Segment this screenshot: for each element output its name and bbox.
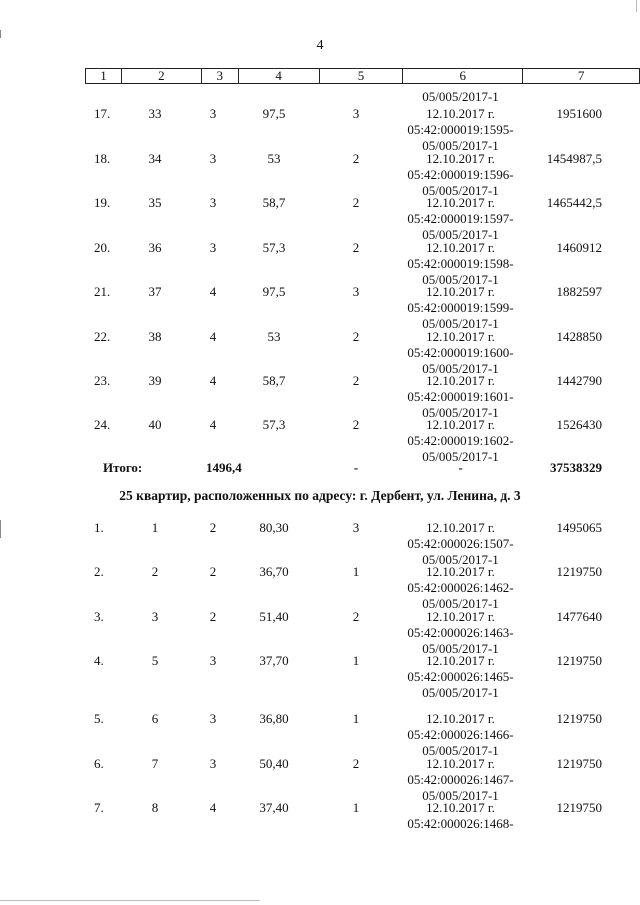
row-number: 18. bbox=[94, 151, 111, 166]
price: 1219750 bbox=[556, 564, 602, 579]
table-row bbox=[0, 329, 640, 376]
area: 80,30 bbox=[259, 520, 289, 535]
apartment-number: 3 bbox=[151, 609, 159, 624]
apartment-number: 1 bbox=[151, 520, 159, 535]
apartment-number: 40 bbox=[148, 417, 162, 432]
registration-date: 12.10.2017 г. bbox=[426, 711, 495, 726]
row-number: 4. bbox=[94, 653, 104, 668]
apartment-number: 37 bbox=[148, 284, 162, 299]
floor: 2 bbox=[209, 564, 217, 579]
price: 1460912 bbox=[556, 240, 602, 255]
table-row bbox=[0, 284, 640, 331]
price: 1219750 bbox=[556, 711, 602, 726]
floor: 2 bbox=[209, 609, 217, 624]
registration-number: 05:42:000019:1599- bbox=[407, 300, 514, 315]
scan-edge-mark bbox=[0, 520, 1, 538]
column-header-table bbox=[85, 68, 640, 84]
area: 57,3 bbox=[262, 240, 286, 255]
registration-number: 05:42:000019:1602- bbox=[407, 433, 514, 448]
apartment-number: 34 bbox=[148, 151, 162, 166]
table-row bbox=[0, 609, 640, 656]
table-row bbox=[0, 756, 640, 803]
registration-date: 12.10.2017 г. bbox=[426, 564, 495, 579]
price: 1442790 bbox=[556, 373, 602, 388]
total-label: Итого: bbox=[103, 460, 143, 475]
registration-date: 12.10.2017 г. bbox=[426, 520, 495, 535]
registration-number: 05:42:000019:1597- bbox=[407, 211, 514, 226]
row-number: 6. bbox=[94, 756, 104, 771]
registration-number: 05:42:000019:1598- bbox=[407, 256, 514, 271]
section-title: 25 квартир, расположенных по адресу: г. Дербент, ул. Ленина, д. 3 bbox=[119, 488, 521, 503]
registration-number-suffix: 05/005/2017-1 bbox=[422, 272, 499, 287]
registration-date: 12.10.2017 г. bbox=[426, 329, 495, 344]
column-header: 7 bbox=[523, 69, 640, 84]
rooms: 2 bbox=[352, 329, 360, 344]
registration-number: 05:42:000019:1596- bbox=[407, 167, 514, 182]
area: 51,40 bbox=[259, 609, 289, 624]
apartment-number: 2 bbox=[151, 564, 159, 579]
column-header: 2 bbox=[121, 69, 201, 84]
area: 37,40 bbox=[259, 800, 289, 815]
registration-number-suffix: 05/005/2017-1 bbox=[422, 743, 499, 758]
registration-date: 12.10.2017 г. bbox=[426, 800, 495, 815]
row-number: 5. bbox=[94, 711, 104, 726]
area: 50,40 bbox=[259, 756, 289, 771]
total-rooms: - bbox=[353, 460, 359, 475]
floor: 3 bbox=[209, 756, 217, 771]
registration-date: 12.10.2017 г. bbox=[426, 106, 495, 121]
registration-number-suffix: 05/005/2017-1 bbox=[422, 361, 499, 376]
row-number: 19. bbox=[94, 195, 111, 210]
scan-edge-mark bbox=[636, 0, 637, 12]
registration-number-suffix: 05/005/2017-1 bbox=[422, 596, 499, 611]
price: 1465442,5 bbox=[546, 195, 602, 210]
table-row bbox=[0, 373, 640, 420]
table-row bbox=[0, 711, 640, 758]
apartment-number: 8 bbox=[151, 800, 159, 815]
table-row bbox=[0, 106, 640, 153]
price: 1219750 bbox=[556, 756, 602, 771]
rooms: 1 bbox=[352, 653, 360, 668]
row-number: 21. bbox=[94, 284, 111, 299]
registration-number: 05:42:000019:1600- bbox=[407, 345, 514, 360]
apartment-number: 7 bbox=[151, 756, 159, 771]
table-row bbox=[0, 800, 640, 831]
registration-number-suffix: 05/005/2017-1 bbox=[422, 227, 499, 242]
registration-date: 12.10.2017 г. bbox=[426, 195, 495, 210]
table-row bbox=[0, 520, 640, 567]
floor: 2 bbox=[209, 520, 217, 535]
registration-number: 05:42:000026:1467- bbox=[407, 772, 514, 787]
registration-number-suffix: 05/005/2017-1 bbox=[422, 183, 499, 198]
floor: 4 bbox=[209, 373, 217, 388]
registration-number: 05:42:000026:1507- bbox=[407, 536, 514, 551]
price: 1495065 bbox=[556, 520, 602, 535]
price: 1477640 bbox=[556, 609, 602, 624]
carryover-row bbox=[0, 89, 640, 105]
column-header: 4 bbox=[238, 69, 319, 84]
rooms: 2 bbox=[352, 373, 360, 388]
area: 58,7 bbox=[262, 373, 286, 388]
area: 53 bbox=[267, 329, 281, 344]
table-row bbox=[0, 417, 640, 464]
registration-number: 05:42:000019:1601- bbox=[407, 389, 514, 404]
price: 1454987,5 bbox=[546, 151, 602, 166]
total-area: 1496,4 bbox=[206, 460, 242, 475]
page-number: 4 bbox=[316, 38, 324, 53]
row-number: 23. bbox=[94, 373, 111, 388]
floor: 4 bbox=[209, 417, 217, 432]
apartment-number: 39 bbox=[148, 373, 162, 388]
area: 57,3 bbox=[262, 417, 286, 432]
registration-number-suffix: 05/005/2017-1 bbox=[422, 685, 499, 700]
floor: 4 bbox=[209, 329, 217, 344]
column-header: 1 bbox=[86, 69, 122, 84]
column-header: 5 bbox=[319, 69, 403, 84]
registration-number: 05:42:000026:1468- bbox=[407, 816, 514, 831]
floor: 3 bbox=[209, 195, 217, 210]
column-header: 6 bbox=[403, 69, 523, 84]
registration-number-suffix: 05/005/2017-1 bbox=[422, 641, 499, 656]
rooms: 1 bbox=[352, 711, 360, 726]
registration-number: 05:42:000026:1465- bbox=[407, 669, 514, 684]
rooms: 3 bbox=[352, 284, 360, 299]
registration-number: 05:42:000026:1463- bbox=[407, 625, 514, 640]
rooms: 2 bbox=[352, 609, 360, 624]
table-row bbox=[0, 653, 640, 700]
registration-number-suffix: 05/005/2017-1 bbox=[422, 552, 499, 567]
row-number: 24. bbox=[94, 417, 111, 432]
floor: 3 bbox=[209, 151, 217, 166]
rooms: 3 bbox=[352, 520, 360, 535]
registration-number-suffix: 05/005/2017-1 bbox=[422, 138, 499, 153]
floor: 3 bbox=[209, 653, 217, 668]
price: 1219750 bbox=[556, 653, 602, 668]
area: 53 bbox=[267, 151, 281, 166]
price: 1951600 bbox=[556, 106, 602, 121]
registration-number-suffix: 05/005/2017-1 bbox=[422, 449, 499, 464]
row-number: 7. bbox=[94, 800, 104, 815]
price: 1219750 bbox=[556, 800, 602, 815]
registration-date: 12.10.2017 г. bbox=[426, 240, 495, 255]
apartment-number: 6 bbox=[151, 711, 159, 726]
registration-number: 05:42:000026:1462- bbox=[407, 580, 514, 595]
registration-date: 12.10.2017 г. bbox=[426, 373, 495, 388]
area: 36,80 bbox=[259, 711, 289, 726]
registration-number-suffix: 05/005/2017-1 bbox=[422, 405, 499, 420]
registration-date: 12.10.2017 г. bbox=[426, 284, 495, 299]
apartment-number: 33 bbox=[148, 106, 162, 121]
apartment-number: 5 bbox=[151, 653, 159, 668]
rooms: 1 bbox=[352, 564, 360, 579]
registration-date: 12.10.2017 г. bbox=[426, 151, 495, 166]
rooms: 1 bbox=[352, 800, 360, 815]
table-row bbox=[0, 564, 640, 611]
total-registration: - bbox=[458, 460, 463, 475]
scan-edge-mark bbox=[0, 900, 260, 901]
price: 1526430 bbox=[556, 417, 602, 432]
column-header: 3 bbox=[201, 69, 238, 84]
registration-date: 12.10.2017 г. bbox=[426, 756, 495, 771]
registration-number-suffix: 05/005/2017-1 bbox=[422, 316, 499, 331]
registration-number: 05:42:000026:1466- bbox=[407, 727, 514, 742]
floor: 3 bbox=[209, 106, 217, 121]
row-number: 20. bbox=[94, 240, 111, 255]
rooms: 2 bbox=[352, 417, 360, 432]
scan-edge-mark bbox=[0, 30, 1, 38]
floor: 3 bbox=[209, 711, 217, 726]
registration-date: 12.10.2017 г. bbox=[426, 653, 495, 668]
table-row bbox=[0, 195, 640, 242]
apartment-number: 38 bbox=[148, 329, 162, 344]
registration-number: 05:42:000019:1595- bbox=[407, 122, 514, 137]
row-number: 1. bbox=[94, 520, 104, 535]
area: 97,5 bbox=[262, 284, 286, 299]
price: 1882597 bbox=[556, 284, 602, 299]
floor: 3 bbox=[209, 240, 217, 255]
area: 37,70 bbox=[259, 653, 289, 668]
floor: 4 bbox=[209, 284, 217, 299]
registration-date: 12.10.2017 г. bbox=[426, 417, 495, 432]
table-row bbox=[0, 151, 640, 198]
row-number: 2. bbox=[94, 564, 104, 579]
rooms: 3 bbox=[352, 106, 360, 121]
row-number: 3. bbox=[94, 609, 104, 624]
apartment-number: 35 bbox=[148, 195, 162, 210]
area: 36,70 bbox=[259, 564, 289, 579]
registration-date: 12.10.2017 г. bbox=[426, 609, 495, 624]
table-row bbox=[0, 240, 640, 287]
registration-line: 05/005/2017-1 bbox=[422, 89, 499, 104]
total-row bbox=[0, 460, 640, 476]
row-number: 22. bbox=[94, 329, 111, 344]
area: 58,7 bbox=[262, 195, 286, 210]
total-price: 37538329 bbox=[550, 460, 602, 475]
price: 1428850 bbox=[556, 329, 602, 344]
rooms: 2 bbox=[352, 240, 360, 255]
rooms: 2 bbox=[352, 195, 360, 210]
registration-number-suffix: 05/005/2017-1 bbox=[422, 788, 499, 803]
area: 97,5 bbox=[262, 106, 286, 121]
floor: 4 bbox=[209, 800, 217, 815]
rooms: 2 bbox=[352, 151, 360, 166]
rooms: 2 bbox=[352, 756, 360, 771]
row-number: 17. bbox=[94, 106, 111, 121]
apartment-number: 36 bbox=[148, 240, 162, 255]
